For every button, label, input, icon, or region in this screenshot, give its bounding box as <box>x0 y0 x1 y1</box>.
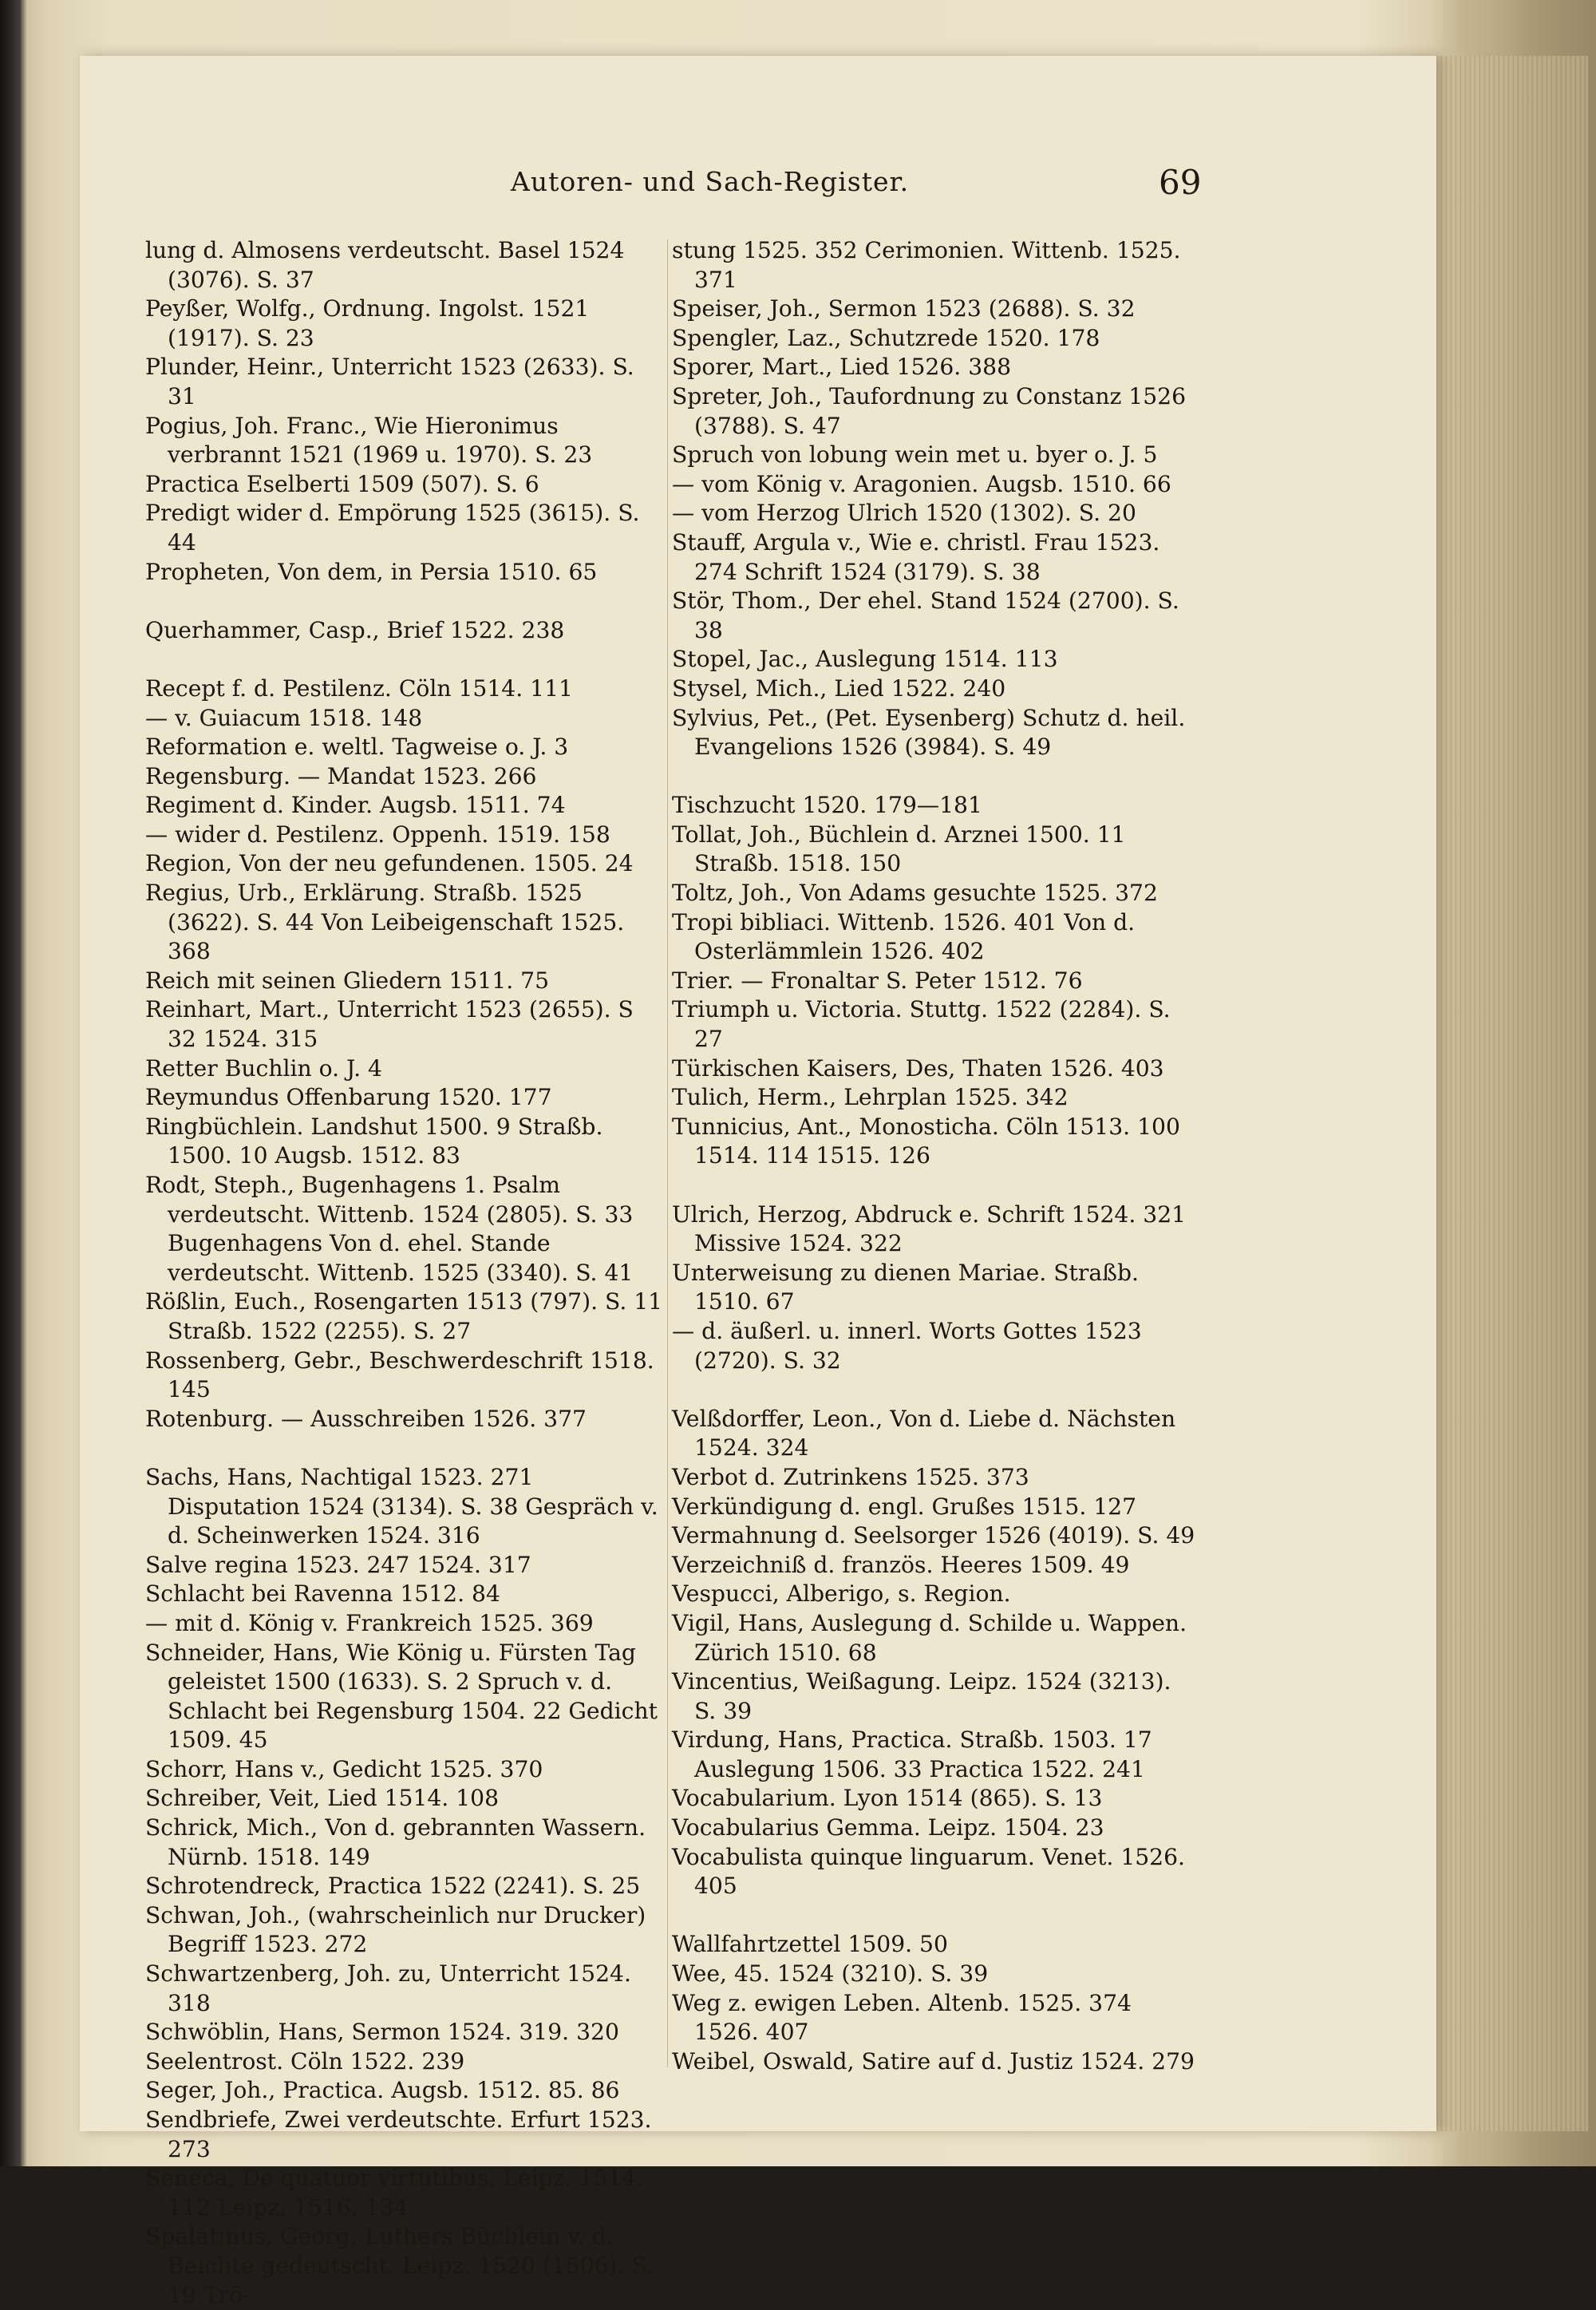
register-entry: Virdung, Hans, Practica. Straßb. 1503. 17 Auslegung 1506. 33 Practica 1522. 241 <box>672 1727 1152 1782</box>
register-entry: Trier. — Fronaltar S. Peter 1512. 76 <box>672 967 1083 994</box>
register-entry: Seelentrost. Cöln 1522. 239 <box>145 2047 465 2075</box>
register-entry: Wee, 45. 1524 (3210). S. 39 <box>672 1960 989 1988</box>
register-entry: Schrotendreck, Practica 1522 (2241). S. 25 <box>145 1873 641 1900</box>
book-binding-edge <box>0 0 21 2166</box>
register-entry: Seneca, De quatuor virtutibus. Leipz. 1514. 112 Leipz. 1516. 134 <box>145 2165 644 2221</box>
register-entry: Spengler, Laz., Schutzrede 1520. 178 <box>672 324 1100 351</box>
register-entry: Schwöblin, Hans, Sermon 1524. 319. 320 <box>145 2019 619 2046</box>
register-entry: Sporer, Mart., Lied 1526. 388 <box>672 354 1011 381</box>
register-entry: Vocabularius Gemma. Leipz. 1504. 23 <box>672 1814 1104 1841</box>
register-entry: Stopel, Jac., Auslegung 1514. 113 <box>672 646 1058 673</box>
register-entry: Regius, Urb., Erklärung. Straßb. 1525 (3622). S. 44 Von Leibeigenschaft 1525. 368 <box>145 880 625 965</box>
register-entry: Sendbriefe, Zwei verdeutschte. Erfurt 1523. 273 <box>145 2106 652 2162</box>
register-entry: Schlacht bei Ravenna 1512. 84 <box>145 1580 500 1608</box>
register-entry: Seger, Joh., Practica. Augsb. 1512. 85. 86 <box>145 2077 620 2104</box>
register-entry: Stysel, Mich., Lied 1522. 240 <box>672 674 1006 702</box>
page-number: 69 <box>1159 163 1202 202</box>
register-entry: Tollat, Joh., Büchlein d. Arznei 1500. 11 Straßb. 1518. 150 <box>672 821 1126 877</box>
register-entry: Spruch von lobung wein met u. byer o. J. 5 <box>672 441 1158 469</box>
section-gap <box>145 1434 664 1463</box>
register-entry: Toltz, Joh., Von Adams gesuchte 1525. 372 <box>672 880 1158 907</box>
register-entry: Practica Eselberti 1509 (507). S. 6 <box>145 470 539 497</box>
register-entry: Recept f. d. Pestilenz. Cöln 1514. 111 <box>145 674 573 702</box>
register-column-right <box>672 236 1199 2076</box>
register-entry: Verkündigung d. engl. Grußes 1515. 127 <box>672 1493 1137 1520</box>
register-entry: Tunnicius, Ant., Monosticha. Cöln 1513. 100 1514. 114 1515. 126 <box>672 1113 1180 1169</box>
register-entry: Schwartzenberg, Joh. zu, Unterricht 1524. 318 <box>145 1960 631 2016</box>
register-entry: Schneider, Hans, Wie König u. Fürsten Tag geleistet 1500 (1633). S. 2 Spruch v. d. Schlacht bei Regensburg 1504. 22 Gedicht 1509. 45 <box>145 1639 658 1754</box>
register-entry: — v. Guiacum 1518. 148 <box>145 704 423 731</box>
register-entry: Reich mit seinen Gliedern 1511. 75 <box>145 967 550 994</box>
register-entry: Region, Von der neu gefundenen. 1505. 24 <box>145 850 634 877</box>
register-entry: Regiment d. Kinder. Augsb. 1511. 74 <box>145 792 566 819</box>
column-divider <box>667 239 668 2067</box>
register-entry: Verbot d. Zutrinkens 1525. 373 <box>672 1463 1029 1490</box>
register-entry: Rotenburg. — Ausschreiben 1526. 377 <box>145 1405 587 1432</box>
section-gap <box>145 645 664 674</box>
register-entry: Rodt, Steph., Bugenhagens 1. Psalm verdeutscht. Wittenb. 1524 (2805). S. 33 Bugenhagens Von d. ehel. Stande verdeutscht. Wittenb. 1525 (3340). S. 41 <box>145 1172 634 1286</box>
register-entry: — mit d. König v. Frankreich 1525. 369 <box>145 1609 594 1636</box>
register-entry: Sylvius, Pet., (Pet. Eysenberg) Schutz d. heil. Evangelions 1526 (3984). S. 49 <box>672 704 1186 761</box>
section-gap <box>672 1171 1199 1200</box>
register-entry: Vigil, Hans, Auslegung d. Schilde u. Wappen. Zürich 1510. 68 <box>672 1609 1187 1666</box>
register-entry: Wallfahrtzettel 1509. 50 <box>672 1931 948 1958</box>
register-entry: stung 1525. 352 Cerimonien. Wittenb. 1525. 371 <box>672 237 1181 293</box>
register-entry: Unterweisung zu dienen Mariae. Straßb. 1510. 67 <box>672 1259 1139 1315</box>
register-entry: Querhammer, Casp., Brief 1522. 238 <box>145 616 565 643</box>
register-entry: Schorr, Hans v., Gedicht 1525. 370 <box>145 1755 543 1782</box>
register-entry: — vom König v. Aragonien. Augsb. 1510. 66 <box>672 470 1171 497</box>
register-entry: Plunder, Heinr., Unterricht 1523 (2633). S. 31 <box>145 354 634 409</box>
section-gap <box>672 1901 1199 1931</box>
section-gap <box>672 762 1199 792</box>
register-entry: — d. äußerl. u. innerl. Worts Gottes 1523 (2720). S. 32 <box>672 1317 1142 1374</box>
register-entry: Rossenberg, Gebr., Beschwerdeschrift 1518. 145 <box>145 1347 654 1403</box>
register-entry: Peyßer, Wolfg., Ordnung. Ingolst. 1521 (1917). S. 23 <box>145 295 590 351</box>
page-edges-stack <box>1428 56 1588 2131</box>
register-entry: Predigt wider d. Empörung 1525 (3615). S. 44 <box>145 500 640 556</box>
register-entry: Triumph u. Victoria. Stuttg. 1522 (2284). S. 27 <box>672 996 1171 1053</box>
register-entry: Tulich, Herm., Lehrplan 1525. 342 <box>672 1084 1069 1111</box>
register-entry: Tropi bibliaci. Wittenb. 1526. 401 Von d. Osterlämmlein 1526. 402 <box>672 908 1136 965</box>
register-entry: Reformation e. weltl. Tagweise o. J. 3 <box>145 734 569 761</box>
register-entry: Propheten, Von dem, in Persia 1510. 65 <box>145 558 598 585</box>
register-entry: Türkischen Kaisers, Des, Thaten 1526. 403 <box>672 1054 1164 1082</box>
register-entry: Reymundus Offenbarung 1520. 177 <box>145 1084 552 1111</box>
register-entry: Stauff, Argula v., Wie e. christl. Frau 1523. 274 Schrift 1524 (3179). S. 38 <box>672 528 1160 585</box>
register-entry: Weg z. ewigen Leben. Altenb. 1525. 374 1526. 407 <box>672 1989 1132 2046</box>
register-entry: — vom Herzog Ulrich 1520 (1302). S. 20 <box>672 500 1136 527</box>
register-entry: Vespucci, Alberigo, s. Region. <box>672 1580 1011 1608</box>
register-entry: Stör, Thom., Der ehel. Stand 1524 (2700). S. 38 <box>672 587 1179 643</box>
register-entry: Tischzucht 1520. 179—181 <box>672 792 982 819</box>
register-entry: Regensburg. — Mandat 1523. 266 <box>145 762 537 789</box>
register-entry: Schrick, Mich., Von d. gebrannten Wassern. Nürnb. 1518. 149 <box>145 1814 646 1870</box>
running-title: Autoren- und Sach-Register. <box>511 166 910 197</box>
register-entry: Speiser, Joh., Sermon 1523 (2688). S. 32 <box>672 295 1136 322</box>
register-entry: Spalatinus, Georg, Luthers Büchlein v. d. Beichte gedeutscht. Leipz. 1520 (1506). S. 19 Trö- <box>145 2223 654 2308</box>
register-entry: Vermahnung d. Seelsorger 1526 (4019). S. 49 <box>672 1522 1195 1549</box>
register-entry: lung d. Almosens verdeutscht. Basel 1524 (3076). S. 37 <box>145 237 625 293</box>
section-gap <box>145 587 664 616</box>
register-entry: Ringbüchlein. Landshut 1500. 9 Straßb. 1500. 10 Augsb. 1512. 83 <box>145 1113 603 1169</box>
register-entry: Pogius, Joh. Franc., Wie Hieronimus verbrannt 1521 (1969 u. 1970). S. 23 <box>145 412 593 469</box>
register-entry: Schreiber, Veit, Lied 1514. 108 <box>145 1785 500 1812</box>
register-entry: Salve regina 1523. 247 1524. 317 <box>145 1551 531 1578</box>
register-entry: Retter Buchlin o. J. 4 <box>145 1054 382 1082</box>
register-entry: Ulrich, Herzog, Abdruck e. Schrift 1524. 321 Missive 1524. 322 <box>672 1200 1187 1257</box>
register-entry: — wider d. Pestilenz. Oppenh. 1519. 158 <box>145 821 610 848</box>
register-entry: Spreter, Joh., Taufordnung zu Constanz 1526 (3788). S. 47 <box>672 382 1187 439</box>
register-entry: Reinhart, Mart., Unterricht 1523 (2655). S 32 1524. 315 <box>145 996 634 1053</box>
register-entry: Vocabularium. Lyon 1514 (865). S. 13 <box>672 1785 1103 1812</box>
register-entry: Vincentius, Weißagung. Leipz. 1524 (3213). S. 39 <box>672 1668 1171 1724</box>
section-gap <box>672 1375 1199 1405</box>
register-entry: Schwan, Joh., (wahrscheinlich nur Drucker) Begriff 1523. 272 <box>145 1901 646 1958</box>
register-entry: Weibel, Oswald, Satire auf d. Justiz 1524. 279 <box>672 2047 1195 2075</box>
register-entry: Sachs, Hans, Nachtigal 1523. 271 Disputation 1524 (3134). S. 38 Gespräch v. d. Scheinwerken 1524. 316 <box>145 1463 658 1549</box>
register-entry: Verzeichniß d. französ. Heeres 1509. 49 <box>672 1551 1130 1578</box>
register-entry: Vocabulista quinque linguarum. Venet. 1526. 405 <box>672 1843 1186 1900</box>
page-header <box>511 163 1309 211</box>
register-entry: Velßdorffer, Leon., Von d. Liebe d. Nächsten 1524. 324 <box>672 1405 1176 1462</box>
register-entry: Rößlin, Euch., Rosengarten 1513 (797). S. 11 Straßb. 1522 (2255). S. 27 <box>145 1288 663 1344</box>
register-column-left <box>145 236 664 2310</box>
